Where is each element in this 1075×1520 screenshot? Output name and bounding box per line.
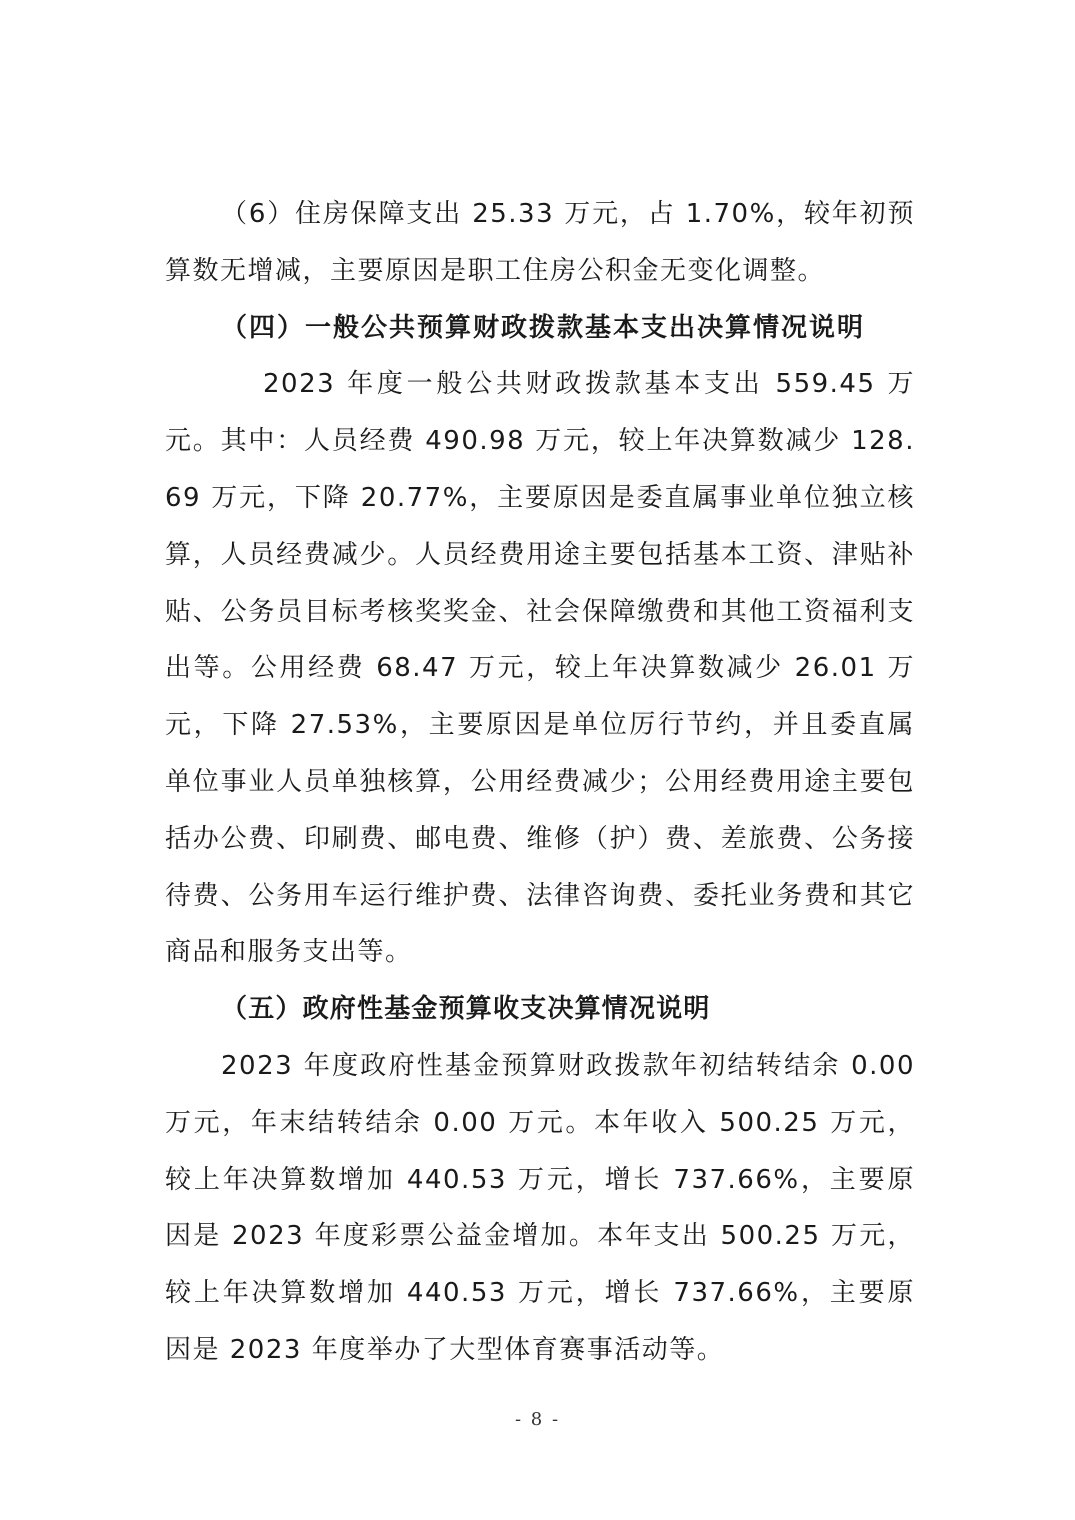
paragraph-government-fund: 2023 年度政府性基金预算财政拨款年初结转结余 0.00 万元，年末结转结余 0.00 万元。本年收入 500.25 万元，较上年决算数增加 440.53 万元，增长 737.66%，主要原因是 2023 年度彩票公益金增加。本年支出 500.25 万元，较上年决算数增加 440.53 万元，增长 737.66%，主要原因是 2023 年度举办了大型体育赛事活动等。 (165, 1050, 915, 1365)
section-heading-basic-expenditure: （四）一般公共预算财政拨款基本支出决算情况说明 (221, 312, 866, 343)
document-body (165, 186, 915, 1379)
page-number: - 8 - (514, 1409, 561, 1430)
paragraph-basic-expenditure: 2023 年度一般公共财政拨款基本支出 559.45 万元。其中：人员经费 490.98 万元，较上年决算数减少 128.69 万元，下降 20.77%，主要原因是委直属事业单位独立核算，人员经费减少。人员经费用途主要包括基本工资、津贴补贴、公务员目标考核奖奖金、社会保障缴费和其他工资福利支出等。公用经费 68.47 万元，较上年决算数减少 26.01 万元，下降 27.53%，主要原因是单位厉行节约，并且委直属单位事业人员单独核算，公用经费减少；公用经费用途主要包括办公费、印刷费、邮电费、维修（护）费、差旅费、公务接待费、公务用车运行维护费、法律咨询费、委托业务费和其它商品和服务支出等。 (165, 369, 915, 968)
paragraph-housing-expenditure: （6）住房保障支出 25.33 万元，占 1.70%，较年初预算数无增减，主要原因是职工住房公积金无变化调整。 (165, 199, 915, 286)
section-heading-government-fund: （五）政府性基金预算收支决算情况说明 (221, 994, 711, 1025)
